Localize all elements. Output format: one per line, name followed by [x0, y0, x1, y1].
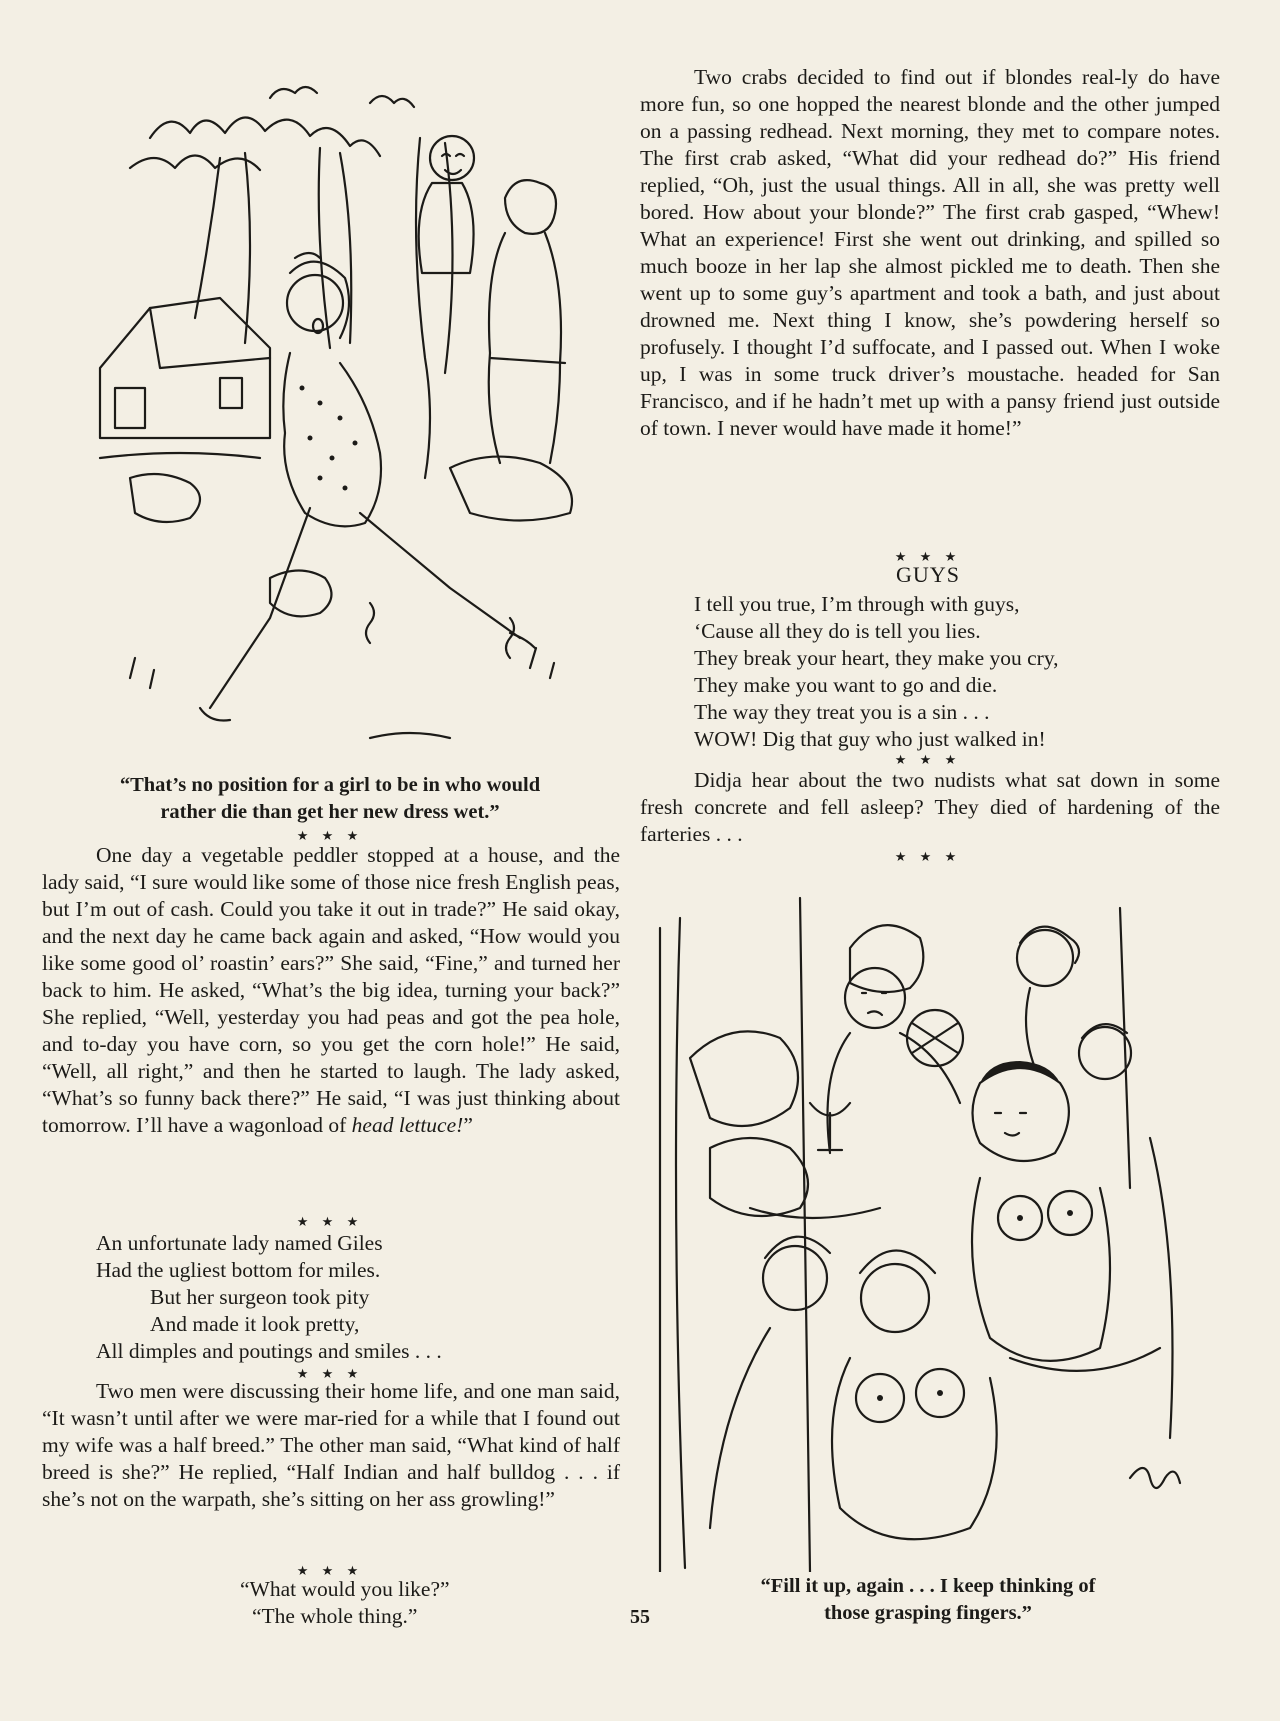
- dialog-line: “The whole thing.”: [252, 1604, 418, 1628]
- poem-line: They make you want to go and die.: [694, 673, 998, 697]
- poem-line: ‘Cause all they do is tell you lies.: [694, 619, 981, 643]
- cartoon-woods-illustration: [70, 58, 630, 766]
- cartoon-party-illustration: [650, 888, 1206, 1572]
- limerick-line: And made it look pretty,: [150, 1312, 360, 1336]
- caption-line: those grasping fingers.”: [824, 1602, 1032, 1624]
- limerick-line: All dimples and poutings and smiles . . .: [96, 1339, 442, 1363]
- separator-stars: ★ ★ ★: [296, 1563, 364, 1578]
- story-two-crabs: [640, 64, 1220, 442]
- poem-line: I tell you true, I’m through with guys,: [694, 592, 1020, 616]
- caption-line: “That’s no position for a girl to be in who would: [119, 774, 541, 796]
- limerick-line: But her surgeon took pity: [150, 1285, 370, 1309]
- story-text: Two crabs decided to find out if blondes real-ly do have more fun, so one hopped the nearest blonde and the other jumped on a passing redhead. Next morning, they met to compare notes. The first crab asked, “What did your redhead do?” His friend replied, “Oh, just the usual things. All in all, she was pretty well bored. How about your blonde?” The first crab gasped, “Whew! What an experience! First she went out drinking, and spilled so much booze in her lap she almost pickled me to death. Then she went up to some guy’s apartment and took a bath, and just about drowned me. Next thing I know, she’s powdering herself so profusely. I thought I’d suffocate, and I passed out. When I woke up, I was in some truck driver’s moustache. headed for San Francisco, and if he hadn’t met up with a pansy friend just outside of town. I never would have made it home!”: [640, 65, 1220, 440]
- story-quote-close: ”: [463, 1113, 473, 1137]
- separator-stars: ★ ★ ★: [894, 549, 962, 564]
- poem-line: WOW! Dig that guy who just walked in!: [694, 727, 1046, 751]
- limerick-line: Had the ugliest bottom for miles.: [96, 1258, 381, 1282]
- caption-line: rather die than get her new dress wet.”: [160, 801, 500, 823]
- limerick-line: An unfortunate lady named Giles: [96, 1231, 383, 1255]
- separator-stars: ★ ★ ★: [296, 1214, 364, 1229]
- separator-stars: ★ ★ ★: [296, 828, 364, 843]
- poem-line: They break your heart, they make you cry,: [694, 646, 1059, 670]
- caption-line: “Fill it up, again . . . I keep thinking of: [760, 1575, 1096, 1597]
- dialog-line: “What would you like?”: [240, 1577, 450, 1601]
- cartoon-woods-caption: [40, 772, 620, 826]
- story-punchline: head lettuce!: [351, 1113, 464, 1137]
- story-text: Two men were discussing their home life, and one man said, “It wasn’t until after we were mar-ried for a while that I found out my wife was a half breed.” The other man said, “What kind of half breed is she?” He replied, “Half Indian and half bulldog . . . if she’s not on the warpath, she’s sitting on her ass growling!”: [42, 1379, 620, 1511]
- separator-stars: ★ ★ ★: [894, 849, 962, 864]
- poem-line: The way they treat you is a sin . . .: [694, 700, 990, 724]
- limerick: [96, 1230, 596, 1365]
- poem-guys: [694, 591, 1214, 753]
- page-number: 55: [630, 1606, 650, 1628]
- story-nudists: [640, 767, 1220, 848]
- poem-title: GUYS: [896, 562, 960, 587]
- story-text: One day a vegetable peddler stopped at a house, and the lady said, “I sure would like some of those nice fresh English peas, but I’m out of cash. Could you take it out in trade?” He said okay, and the next day he came back again and asked, “How would you like some good ol’ roastin’ ears?” She said, “Fine,” and turned her back to him. He asked, “What’s the big idea, turning your back?” She replied, “Well, yesterday you had peas and got the pea hole, and to-day you have corn, so you get the corn hole!” He said, “Well, all right,” and then he started to laugh. The lady asked, “What’s so funny back there?” He said, “I was just thinking about tomorrow. I’ll have a wagonload of: [42, 843, 620, 1137]
- separator-stars: ★ ★ ★: [894, 752, 962, 767]
- story-vegetable-peddler: [42, 842, 620, 1139]
- story-half-breed: [42, 1378, 620, 1513]
- cartoon-party-drawing: [650, 888, 1206, 1572]
- story-text: Didja hear about the two nudists what sat down in some fresh concrete and fell asleep? They died of hardening of the farteries . . .: [640, 768, 1220, 846]
- cartoon-woods-drawing: [70, 58, 630, 766]
- separator-stars: ★ ★ ★: [296, 1366, 364, 1381]
